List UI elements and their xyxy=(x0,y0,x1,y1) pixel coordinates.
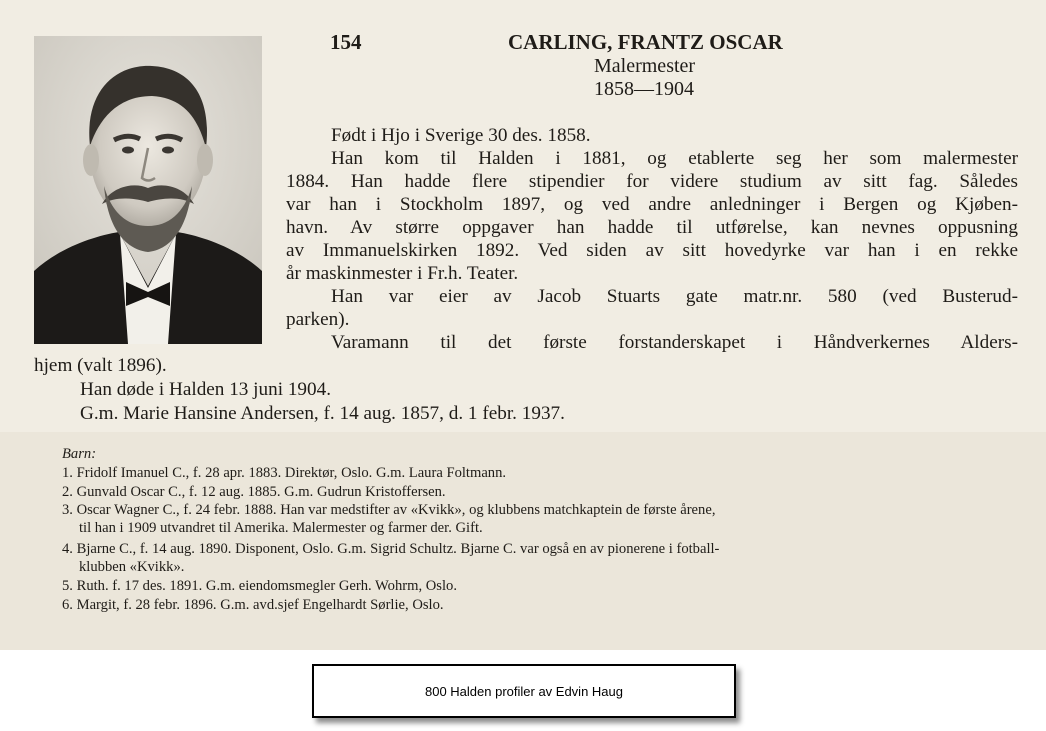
bio-line: 1884. Han hadde flere stipendier for videre studium av sitt fag. Således xyxy=(286,171,1018,192)
child-entry-continued: klubben «Kvikk». xyxy=(79,559,185,575)
occupation: Malermester xyxy=(594,55,696,77)
child-entry: 5. Ruth. f. 17 des. 1891. G.m. eiendomsmegler Gerh. Wohrm, Oslo. xyxy=(62,578,457,594)
child-entry: 1. Fridolf Imanuel C., f. 28 apr. 1883. Direktør, Oslo. G.m. Laura Foltmann. xyxy=(62,465,507,481)
bio-line: Varamann til det første forstanderskapet i Håndverkernes Alders- xyxy=(331,332,1018,353)
portrait-photo xyxy=(34,36,262,344)
bio-line: Han kom til Halden i 1881, og etablerte seg her som malermester xyxy=(331,148,1018,169)
portrait-illustration xyxy=(34,36,262,344)
child-entry: 2. Gunvald Oscar C., f. 12 aug. 1885. G.m. Gudrun Kristoffersen. xyxy=(62,484,446,500)
bio-line: havn. Av større oppgaver han hadde til utførelse, kan nevnes oppusning xyxy=(286,217,1018,238)
bio-line: av Immanuelskirken 1892. Ved siden av sitt hovedyrke var han i en rekke xyxy=(286,240,1018,261)
bio-line: Han døde i Halden 13 juni 1904. xyxy=(80,379,331,400)
bio-line: Født i Hjo i Sverige 30 des. 1858. xyxy=(331,125,591,146)
life-years: 1858—1904 xyxy=(594,78,694,100)
child-entry: 4. Bjarne C., f. 14 aug. 1890. Disponent, Oslo. G.m. Sigrid Schultz. Bjarne C. var også en av pionerene i fotball- xyxy=(62,541,720,557)
page-number: 154 xyxy=(330,30,362,54)
children-heading: Barn: xyxy=(62,446,97,462)
bio-line: Han var eier av Jacob Stuarts gate matr.nr. 580 (ved Busterud- xyxy=(331,286,1018,307)
bio-line: G.m. Marie Hansine Andersen, f. 14 aug. 1857, d. 1 febr. 1937. xyxy=(80,403,565,424)
bio-line: år maskinmester i Fr.h. Teater. xyxy=(286,263,519,284)
caption-box xyxy=(312,664,736,718)
child-entry: 3. Oscar Wagner C., f. 24 febr. 1888. Han var medstifter av «Kvikk», og klubbens matchkaptein de første årene, xyxy=(62,502,716,518)
caption-text: 800 Halden profiler av Edvin Haug xyxy=(424,683,623,699)
bio-line: parken). xyxy=(286,309,350,330)
bio-line: var han i Stockholm 1897, og ved andre anledninger i Bergen og Kjøben- xyxy=(286,194,1018,215)
child-entry-continued: til han i 1909 utvandret til Amerika. Malermester og farmer der. Gift. xyxy=(79,520,483,536)
person-name: CARLING, FRANTZ OSCAR xyxy=(508,30,783,54)
bio-line: hjem (valt 1896). xyxy=(34,355,167,376)
child-entry: 6. Margit, f. 28 febr. 1896. G.m. avd.sjef Engelhardt Sørlie, Oslo. xyxy=(62,597,444,613)
